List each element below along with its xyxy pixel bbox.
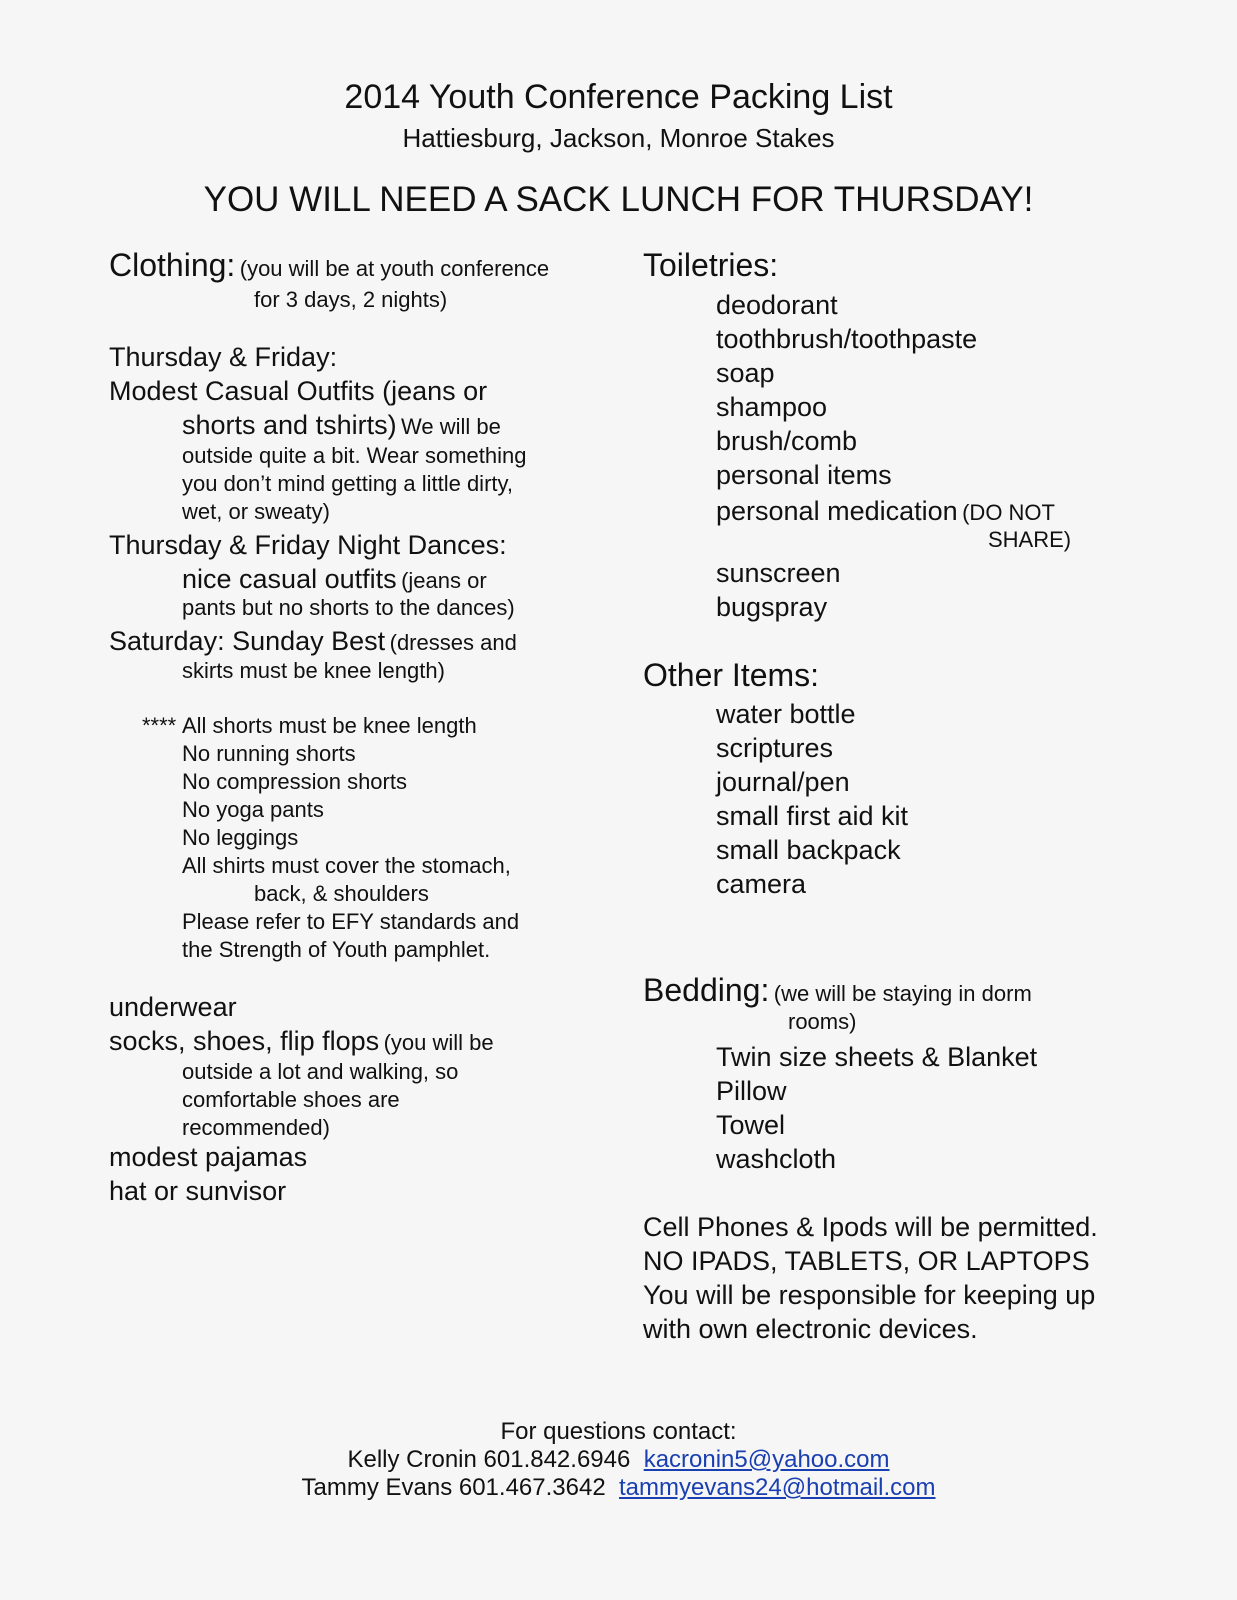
toiletry-item: personal items [716,460,892,490]
rule-item: No yoga pants [182,797,324,822]
other-item: journal/pen [716,767,850,797]
bedding-note-cont: rooms) [788,1009,857,1034]
medication-line [716,494,1055,528]
medication-note: (DO NOT [962,500,1055,525]
underwear-item: underwear [109,992,237,1022]
contact-person: Kelly Cronin 601.842.6946 [347,1446,631,1473]
casual-outfits-note: We will be [401,414,501,439]
bedding-item: Twin size sheets & Blanket [716,1042,1038,1072]
toiletry-item: sunscreen [716,558,841,588]
nice-outfits-line1 [182,562,487,596]
saturday-heading: Saturday: Sunday Best [109,626,386,656]
other-item: small backpack [716,835,901,865]
electronics-line: Cell Phones & Ipods will be permitted. [643,1212,1098,1242]
socks-note-line4: recommended) [182,1115,330,1140]
dances-heading: Thursday & Friday Night Dances: [109,530,507,560]
rule-item: All shirts must cover the stomach, [182,853,511,878]
page-title: 2014 Youth Conference Packing List [344,78,893,116]
other-item: small first aid kit [716,801,909,831]
casual-note-line3: outside quite a bit. Wear something [182,443,527,468]
casual-outfits-cont: shorts and tshirts) [182,410,397,440]
clothing-section [109,247,549,284]
socks-note-line3: comfortable shoes are [182,1087,400,1112]
electronics-line: NO IPADS, TABLETS, OR LAPTOPS [643,1246,1090,1276]
thu-fri-heading: Thursday & Friday: [109,342,338,372]
saturday-note: (dresses and [389,630,517,655]
other-item: camera [716,869,807,899]
rule-item: No compression shorts [182,769,407,794]
rule-item: No running shorts [182,741,356,766]
clothing-note: (you will be at youth conference [239,256,550,281]
other-items-heading: Other Items: [643,657,820,693]
contact-row [0,1474,1237,1502]
page-subtitle: Hattiesburg, Jackson, Monroe Stakes [402,123,835,153]
rule-item: All shorts must be knee length [182,713,477,738]
socks-note-line2: outside a lot and walking, so [182,1059,459,1084]
bedding-heading: Bedding: [643,972,770,1008]
bedding-item: Pillow [716,1076,787,1106]
contact-email-link[interactable]: tammyevans24@hotmail.com [619,1474,936,1501]
electronics-line: with own electronic devices. [643,1314,978,1344]
casual-note-line5: wet, or sweaty) [182,499,330,524]
rule-item: No leggings [182,825,299,850]
contact-heading: For questions contact: [500,1418,737,1445]
socks-note: (you will be [383,1030,494,1055]
electronics-line: You will be responsible for keeping up [643,1280,1096,1310]
pajamas-item: modest pajamas [109,1142,308,1172]
medication-item: personal medication [716,496,958,526]
bedding-item: washcloth [716,1144,837,1174]
clothing-note-cont: for 3 days, 2 nights) [254,287,448,312]
nice-outfits-note-cont: pants but no shorts to the dances) [182,595,515,620]
toiletry-item: deodorant [716,290,838,320]
contact-row [0,1446,1237,1474]
contact-person: Tammy Evans 601.467.3642 [301,1474,606,1501]
contact-email-link[interactable]: kacronin5@yahoo.com [643,1446,890,1473]
nice-outfits: nice casual outfits [182,564,397,594]
casual-note-line4: you don’t mind getting a little dirty, [182,471,513,496]
rule-item-cont: back, & shoulders [254,881,429,906]
nice-outfits-note: (jeans or [401,568,487,593]
casual-outfits-line2 [182,408,501,442]
rules-stars: **** [142,713,177,738]
bedding-note: (we will be staying in dorm [773,981,1032,1006]
toiletry-item: shampoo [716,392,828,422]
saturday-note-cont: skirts must be knee length) [182,658,445,683]
socks-item: socks, shoes, flip flops [109,1026,380,1056]
casual-outfits: Modest Casual Outfits (jeans or [109,376,488,406]
rules-note: Please refer to EFY standards and [182,909,520,934]
clothing-heading: Clothing: [109,247,236,283]
other-item: water bottle [716,699,856,729]
socks-line [109,1024,494,1058]
bedding-line [643,972,1032,1009]
medication-note-cont: SHARE) [988,527,1072,552]
toiletry-item: bugspray [716,592,828,622]
rules-note-cont: the Strength of Youth pamphlet. [182,937,491,962]
toiletry-item: soap [716,358,775,388]
toiletries-heading: Toiletries: [643,247,779,283]
toiletry-item: brush/comb [716,426,858,456]
sack-lunch-notice: YOU WILL NEED A SACK LUNCH FOR THURSDAY! [203,180,1034,219]
toiletry-item: toothbrush/toothpaste [716,324,978,354]
bedding-item: Towel [716,1110,786,1140]
hat-item: hat or sunvisor [109,1176,287,1206]
saturday-line [109,624,517,658]
other-item: scriptures [716,733,834,763]
